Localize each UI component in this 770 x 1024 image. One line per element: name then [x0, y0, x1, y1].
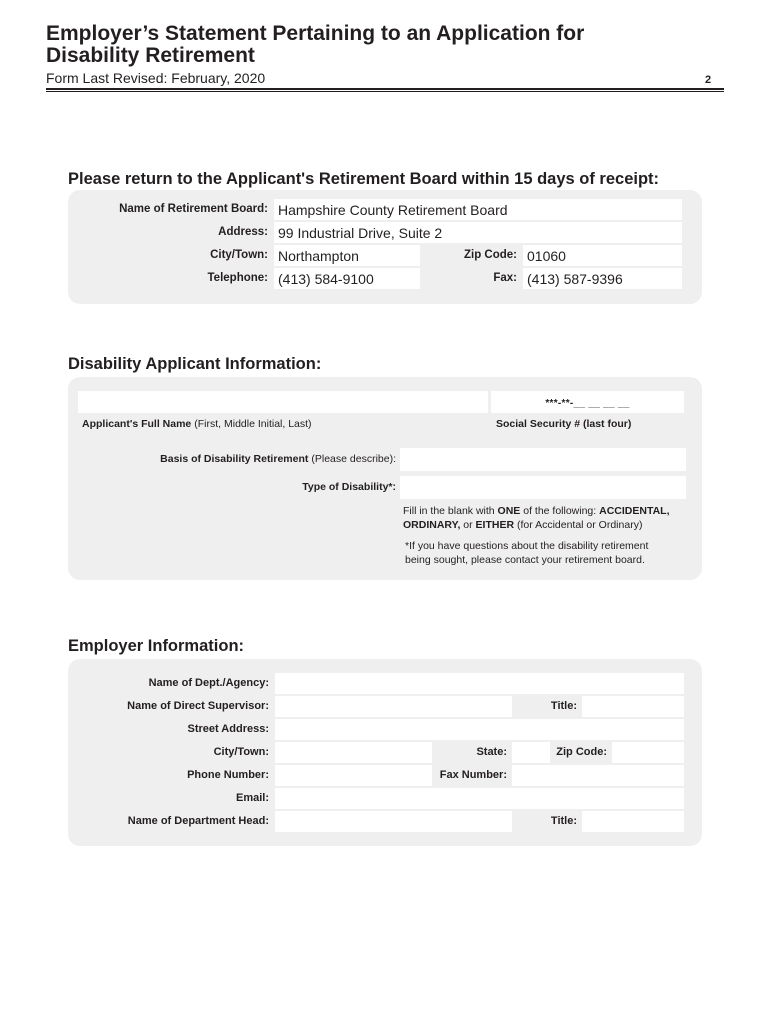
board-telephone-label: Telephone:	[207, 272, 268, 284]
dept-agency-label: Name of Dept./Agency:	[148, 677, 269, 689]
applicant-info-heading: Disability Applicant Information:	[68, 355, 322, 373]
dept-head-title-field[interactable]	[582, 811, 684, 832]
board-telephone-field[interactable]	[274, 268, 420, 289]
phone-number-field[interactable]	[275, 765, 432, 786]
board-fax-field[interactable]	[523, 268, 682, 289]
instructions-emphasis: ONE	[497, 505, 521, 517]
fax-number-label: Fax Number:	[439, 769, 507, 781]
supervisor-title-label: Title:	[550, 700, 577, 712]
disability-basis-label-text: Basis of Disability Retirement	[160, 453, 309, 465]
return-instructions-heading: Please return to the Applicant's Retirement Board within 15 days of receipt:	[68, 170, 660, 188]
dept-head-label: Name of Department Head:	[127, 815, 269, 827]
form-revision-date: Form Last Revised: February, 2020	[46, 70, 266, 86]
disability-type-field[interactable]	[400, 476, 686, 499]
employer-zip-label: Zip Code:	[556, 746, 607, 758]
ssn-format-text: ***-**-__ __ __ __	[545, 398, 630, 409]
applicant-name-label	[82, 418, 312, 431]
instructions-emphasis: ACCIDENTAL,	[599, 505, 670, 517]
instructions-line-2	[403, 519, 670, 533]
employer-info-heading: Employer Information:	[68, 637, 245, 655]
ssn-label: Social Security # (last four)	[496, 418, 632, 430]
board-zip-label: Zip Code:	[463, 249, 517, 261]
employer-city-label: City/Town:	[213, 746, 269, 758]
supervisor-title-field[interactable]	[582, 696, 684, 717]
supervisor-label: Name of Direct Supervisor:	[127, 700, 269, 712]
employer-panel	[68, 659, 702, 846]
employer-zip-field[interactable]	[612, 742, 684, 763]
retirement-board-panel	[68, 190, 702, 304]
instructions-text: of the following:	[520, 505, 600, 517]
instructions-text: Fill in the blank with	[403, 505, 498, 517]
applicant-panel	[68, 377, 702, 580]
phone-number-label: Phone Number:	[187, 769, 269, 781]
dept-head-title-label: Title:	[550, 815, 577, 827]
board-city-field[interactable]	[274, 245, 420, 266]
applicant-name-hint: (First, Middle Initial, Last)	[194, 418, 312, 430]
board-fax-label: Fax:	[493, 272, 517, 284]
fax-number-field[interactable]	[512, 765, 684, 786]
instructions-text: (for Accidental or Ordinary)	[514, 518, 643, 531]
board-name-label: Name of Retirement Board:	[119, 203, 268, 215]
employer-state-label: State:	[476, 746, 507, 758]
instructions-text: or	[460, 518, 476, 531]
employer-city-field[interactable]	[275, 742, 432, 763]
header-rule	[46, 88, 724, 92]
board-zip-field[interactable]	[523, 245, 682, 266]
applicant-name-field[interactable]	[78, 391, 488, 413]
dept-agency-field[interactable]	[275, 673, 684, 694]
instructions-emphasis: EITHER	[475, 518, 515, 531]
disability-type-label: Type of Disability*:	[302, 481, 396, 493]
page-number: 2	[705, 74, 712, 86]
instructions-emphasis: ORDINARY,	[403, 518, 461, 531]
disability-type-instructions	[403, 505, 670, 532]
board-city-label: City/Town:	[210, 249, 268, 261]
ssn-field[interactable]	[491, 391, 684, 413]
board-address-label: Address:	[218, 226, 268, 238]
street-address-label: Street Address:	[187, 723, 269, 735]
supervisor-field[interactable]	[275, 696, 512, 717]
applicant-name-label-text: Applicant's Full Name	[82, 418, 192, 430]
employer-state-field[interactable]	[512, 742, 550, 763]
retirement-board-contact-note: *If you have questions about the disability retirement being sought, please contact your retirement board.	[405, 540, 649, 566]
dept-head-field[interactable]	[275, 811, 512, 832]
disability-basis-field[interactable]	[400, 448, 686, 471]
board-name-field[interactable]	[274, 199, 682, 220]
form-title: Employer’s Statement Pertaining to an Application for Disability Retirement	[46, 22, 585, 67]
instructions-line-1	[403, 505, 670, 519]
disability-basis-hint: (Please describe):	[311, 453, 396, 465]
street-address-field[interactable]	[275, 719, 684, 740]
email-field[interactable]	[275, 788, 684, 809]
email-label: Email:	[235, 792, 269, 804]
disability-basis-label	[68, 448, 396, 471]
board-address-field[interactable]	[274, 222, 682, 243]
